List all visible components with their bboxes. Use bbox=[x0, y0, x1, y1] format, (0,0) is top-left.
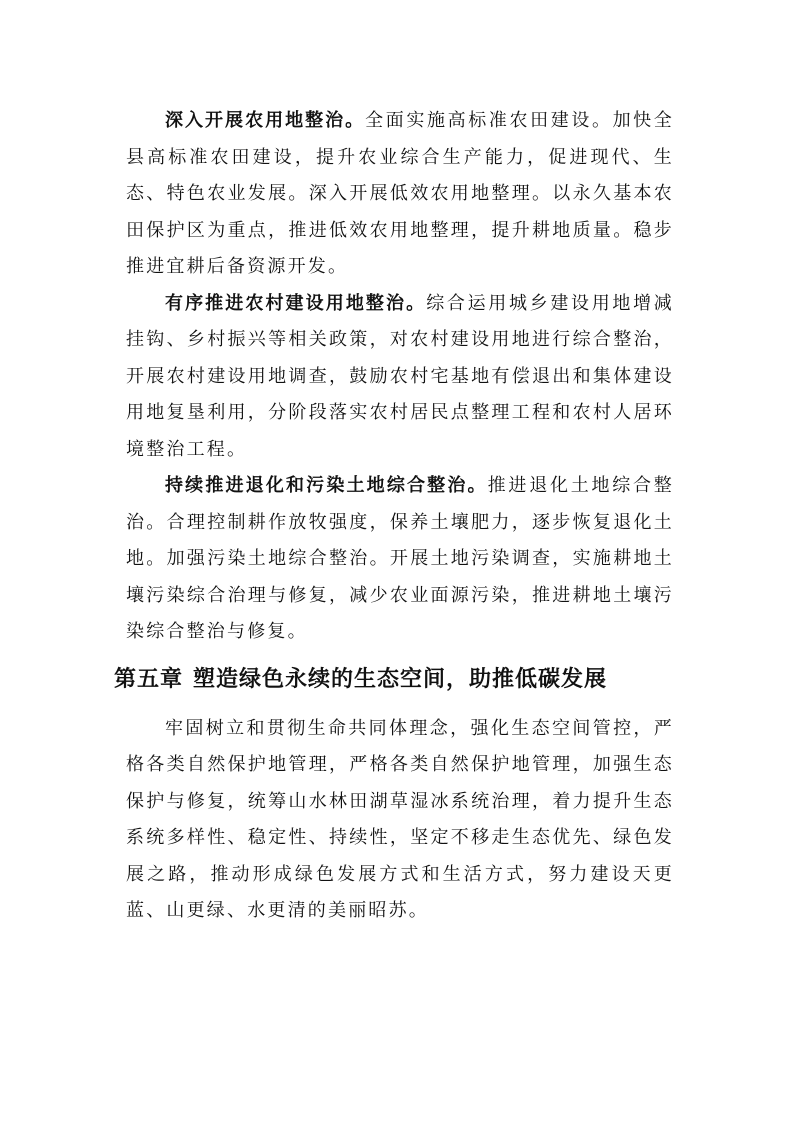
paragraph-lead: 深入开展农用地整治。 bbox=[165, 110, 366, 131]
chapter-title: 塑造绿色永续的生态空间，助推低碳发展 bbox=[193, 666, 608, 692]
chapter-intro-paragraph: 牢固树立和贯彻生命共同体理念，强化生态空间管控，严格各类自然保护地管理，严格各类自然保护地管理，加强生态保护与修复，统筹山水林田湖草湿冰系统治理，着力提升生态系统多样性、稳定性、持续性，坚定不移走生态优先、绿色发展之路，推动形成绿色发展方式和生活方式，努力建设天更蓝、山更绿、水更清的美丽昭苏。 bbox=[126, 717, 674, 921]
paragraph-lead: 持续推进退化和污染土地综合整治。 bbox=[165, 475, 488, 496]
page-content bbox=[114, 103, 675, 930]
paragraph-rural-construction-land bbox=[126, 286, 674, 469]
paragraph-body: 综合运用城乡建设用地增减挂钩、乡村振兴等相关政策，对农村建设用地进行综合整治，开展农村建设用地调查，鼓励农村宅基地有偿退出和集体建设用地复垦利用，分阶段落实农村居民点整理工程和农村人居环境整治工程。 bbox=[126, 292, 674, 460]
paragraph-body: 推进退化土地综合整治。合理控制耕作放牧强度，保养土壤肥力，逐步恢复退化土地。加强污染土地综合整治。开展土地污染调查，实施耕地土壤污染综合治理与修复，减少农业面源污染，推进耕地土壤污染综合整治与修复。 bbox=[126, 475, 674, 642]
paragraph-body: 全面实施高标准农田建设。加快全县高标准农田建设，提升农业综合生产能力，促进现代、生态、特色农业发展。深入开展低效农用地整理。以永久基本农田保护区为重点，推进低效农用地整理，提升耕地质量。稳步推进宜耕后备资源开发。 bbox=[126, 110, 675, 277]
paragraph-degraded-polluted-land bbox=[126, 468, 674, 651]
paragraph-lead: 有序推进农村建设用地整治。 bbox=[165, 292, 427, 314]
paragraph-farmland-remediation bbox=[126, 103, 674, 286]
chapter-number: 第五章 bbox=[114, 666, 184, 692]
chapter-heading bbox=[114, 657, 674, 703]
